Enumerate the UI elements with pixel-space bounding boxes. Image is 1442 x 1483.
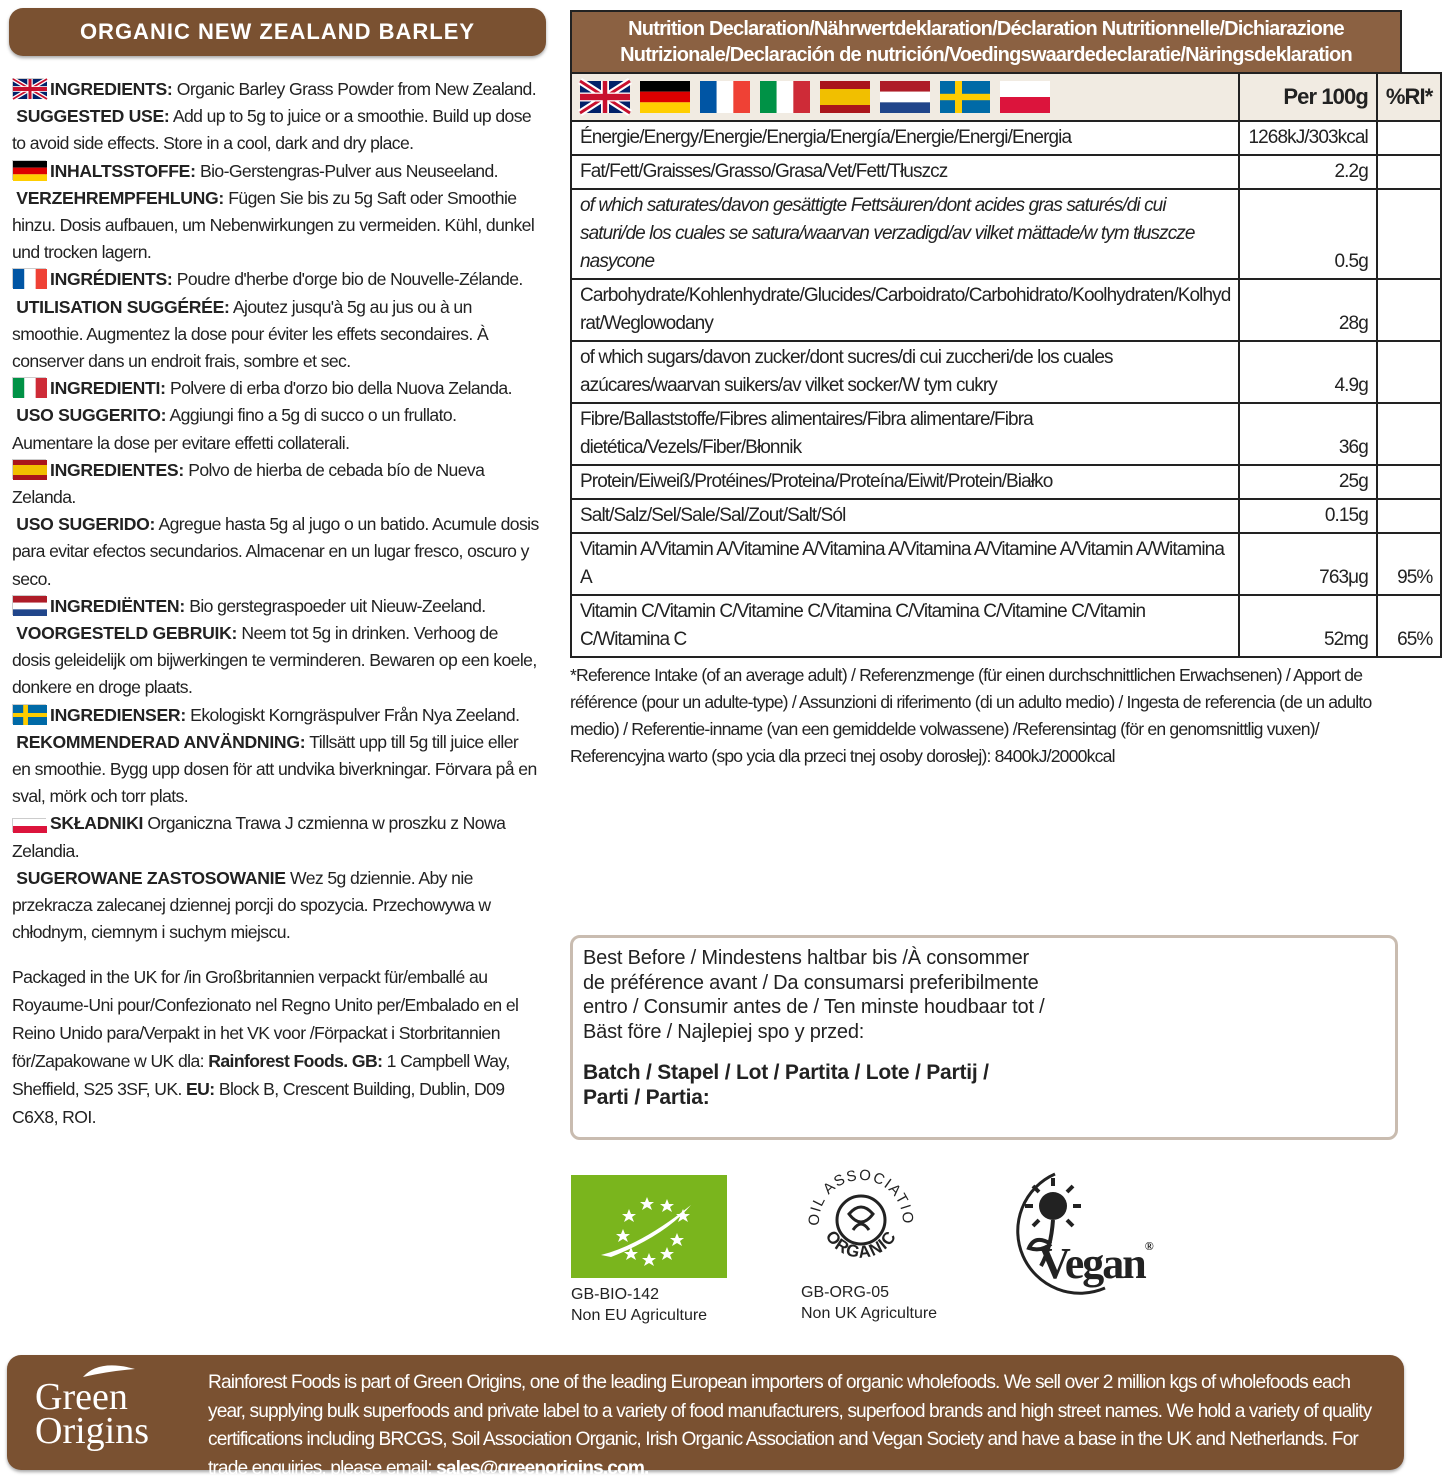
gb-label: GB: — [347, 1050, 383, 1071]
uk-flag-icon — [580, 81, 630, 113]
title-banner — [9, 8, 546, 56]
nutrition-table-head — [571, 73, 1441, 121]
batch-text: Batch / Stapel / Lot / Partita / Lote / Partij / Parti / Partia: — [583, 1061, 989, 1109]
eu-cert-note: Non EU Agriculture — [571, 1307, 708, 1324]
nutrient-ri — [1377, 279, 1442, 341]
nutrient-name: Vitamin A/Vitamin A/Vitamine A/Vitamina A/Vitamina A/Vitamine A/Vitamin A/Witamina A — [571, 533, 1239, 595]
suggested-use-label: VERZEHREMPFEHLUNG: — [16, 187, 224, 208]
ingredients-text: Bio-Gerstengras-Pulver aus Neuseeland. — [195, 160, 498, 181]
svg-text:SOIL ASSOCIATION — [801, 1160, 916, 1226]
ingredients-text: Poudre d'herbe d'orge bio de Nouvelle-Zélande. — [172, 269, 523, 290]
nutrient-value: 0.15g — [1239, 499, 1376, 533]
footer-banner — [7, 1355, 1404, 1479]
suggested-use-label: SUGEROWANE ZASTOSOWANIE — [16, 867, 286, 888]
nutrient-value: 25g — [1239, 465, 1376, 499]
suggested-use-text: Agregue hasta 5g al jugo o un batido. Acumule dosis para evitar efectos secundarios. Almacenar en un lugar fresco, oscuro y seco. — [12, 514, 539, 589]
nutrient-name: of which sugars/davon zucker/dont sucres/di cui zuccheri/de los cuales azúcares/waarvan suikers/av vilket socker/W tym cukry — [571, 341, 1239, 403]
uk-flag-icon — [12, 78, 46, 98]
nutrient-ri — [1377, 341, 1442, 403]
soil-ring-bottom: ORGANIC — [821, 1227, 901, 1262]
nutrient-name: Protein/Eiweiß/Protéines/Proteina/Proteína/Eiwit/Protein/Białko — [571, 465, 1239, 499]
eu-address: Block B, Crescent Building, Dublin, D09 C6X8, ROI. — [12, 1078, 505, 1127]
nutrition-row — [571, 533, 1441, 595]
ingredients-text: Bio gerstegraspoeder uit Nieuw-Zeeland. — [184, 595, 486, 616]
nutrient-value: 36g — [1239, 403, 1376, 465]
eu-label: EU: — [181, 1078, 215, 1099]
nutrient-name: Carbohydrate/Kohlenhydrate/Glucides/Carboidrato/Carbohidrato/Koolhydraten/Kolhyd rat/Weglowodany — [571, 279, 1239, 341]
vegan-cert — [995, 1168, 1165, 1308]
nutrition-row — [571, 403, 1441, 465]
suggested-use-text: Ajoutez jusqu'à 5g au jus ou à un smoothie. Augmentez la dose pour éviter les effets secondaires. À conserver dans un endroit frais, sombre et sec. — [12, 296, 489, 372]
nutrient-value: 4.9g — [1239, 341, 1376, 403]
nutrient-name: Énergie/Energy/Energie/Energia/Energía/Energie/Energi/Energia — [571, 121, 1239, 155]
nutrient-ri: 65% — [1377, 595, 1442, 657]
ingredients-text: Organic Barley Grass Powder from New Zealand. — [172, 79, 537, 99]
language-block — [12, 702, 540, 811]
ingredients-label: INGRÉDIENTS: — [50, 269, 173, 290]
ingredients-text: Polvere di erba d'orzo bio della Nuova Zelanda. — [165, 378, 512, 399]
soil-association-cert — [801, 1160, 981, 1324]
nutrient-ri — [1377, 189, 1442, 279]
vegan-word: Vegan — [1039, 1239, 1145, 1288]
suggested-use-label: VOORGESTELD GEBRUIK: — [16, 623, 238, 644]
nutrient-value: 2.2g — [1239, 155, 1376, 189]
suggested-use-label: REKOMMENDERAD ANVÄNDNING: — [16, 731, 306, 752]
eu-cert-code: GB-BIO-142 — [571, 1286, 660, 1303]
green-origins-logo — [27, 1367, 187, 1462]
language-block — [12, 375, 540, 457]
nutrition-row — [571, 465, 1441, 499]
nutrient-name: Salt/Salz/Sel/Sale/Sal/Zout/Salt/Sól — [571, 499, 1239, 533]
reference-intake-note: *Reference Intake (of an average adult) / Referenzmenge (für einen durchschnittlichen Erwachsenen) / Apport de référence (pour un adulte-type) / Assunzioni di riferimento (di un adulto medio) / Ingesta de referencia (de un adulto medio) / Referentie-inname (van een gemiddelde volwassene) /Referensintag (för en genomsnittlig vuxen)/ Referencyjna warto (spo ycia dla przeci tnej osoby dorosłej): 8400kJ/2000kcal — [570, 665, 1372, 766]
ingredients-text: Organiczna Trawa J czmienna w proszku z Nowa Zelandia. — [12, 813, 506, 861]
poland-flag-icon — [12, 818, 46, 832]
spain-flag-icon — [820, 81, 870, 113]
nutrient-value: 763μg — [1239, 533, 1376, 595]
eu-organic-cert — [571, 1175, 751, 1326]
soil-cert-code: GB-ORG-05 — [801, 1284, 890, 1301]
best-before-text: Best Before / Mindestens haltbar bis /À consommer de préférence avant / Da consumarsi preferibilmente entro / Consumir antes de / Ten minste houdbaar tot / Bäst före / Najlepiej spo y przed: — [583, 947, 1045, 1043]
suggested-use-text: Neem tot 5g in drinken. Verhoog de dosis geleidelijk om bijwerkingen te verminderen. Bewaren op een koele, donkere en droge plaats. — [12, 623, 537, 698]
soil-ring-top: OIL ASSOCIATIO — [805, 1166, 917, 1227]
nutrition-row — [571, 279, 1441, 341]
footer-email[interactable]: sales@greenorigins.com. — [436, 1457, 649, 1479]
netherlands-flag-icon — [12, 595, 46, 615]
ingredients-text: Polvo de hierba de cebada bío de Nueva Zelanda. — [12, 459, 485, 508]
ingredients-label: INGREDIENTES: — [50, 459, 184, 480]
suggested-use-text: Fügen Sie bis zu 5g Saft oder Smoothie hinzu. Dosis aufbauen, um Nebenwirkungen zu vermeiden. Kühl, dunkel und trocken lagern. — [12, 187, 535, 263]
col-per100: Per 100g — [1239, 73, 1376, 121]
ingredients-label: SKŁADNIKI — [50, 813, 144, 834]
nutrient-value: 0.5g — [1239, 189, 1376, 279]
nutrient-name: Vitamin C/Vitamin C/Vitamine C/Vitamina C/Vitamina C/Vitamine C/Vitamin C/Witamina C — [571, 595, 1239, 657]
ingredients-label: INGREDIENSER: — [50, 704, 186, 725]
france-flag-icon — [700, 81, 750, 113]
ingredients-label: INGREDIENTS: — [50, 79, 173, 99]
nutrition-row — [571, 341, 1441, 403]
nutrient-value: 28g — [1239, 279, 1376, 341]
packaged-prefix: Packaged in the UK for /in Großbritannien verpackt für/emballé au Royaume-Uni pour/Confezionato nel Regno Unito per/Embalado en el Reino Unido para/Verpakt in het VK voor /Förpackat i Storbritannien för/Zapakowane w UK dla: — [12, 966, 519, 1071]
ingredients-label: INGREDIËNTEN: — [50, 595, 185, 616]
france-flag-icon — [12, 268, 46, 288]
suggested-use-text: Aggiungi fino a 5g di succo o un frullato. Aumentare la dose per evitare effetti collaterali. — [12, 405, 457, 453]
soil-association-icon — [801, 1160, 921, 1278]
vegan-reg: ® — [1144, 1239, 1152, 1253]
nutrient-ri — [1377, 499, 1442, 533]
nutrient-value: 1268kJ/303kcal — [1239, 121, 1376, 155]
nutrition-row — [571, 499, 1441, 533]
spain-flag-icon — [12, 459, 46, 479]
ingredients-label: INHALTSSTOFFE: — [50, 160, 196, 181]
nutrient-ri — [1377, 403, 1442, 465]
language-block — [12, 457, 540, 593]
sweden-flag-icon — [12, 704, 46, 724]
suggested-use-text: Wez 5g dziennie. Aby nie przekracza zalecanej dziennej porcji do spozycia. Przechowywa w chłodnym, ciemnym i suchym miejscu. — [12, 867, 491, 943]
language-block — [12, 158, 540, 267]
nutrition-table — [570, 72, 1442, 658]
sweden-flag-icon — [940, 81, 990, 113]
nutrition-panel — [570, 10, 1433, 770]
suggested-use-label: UTILISATION SUGGÉRÉE: — [16, 296, 230, 317]
nutrient-value: 52mg — [1239, 595, 1376, 657]
nutrient-ri — [1377, 121, 1442, 155]
nutrition-row — [571, 189, 1441, 279]
eu-organic-leaf-icon — [571, 1175, 727, 1278]
germany-flag-icon — [12, 160, 46, 180]
soil-cert-note: Non UK Agriculture — [801, 1305, 938, 1322]
page-title: ORGANIC NEW ZEALAND BARLEY — [79, 19, 476, 44]
language-block — [12, 810, 540, 946]
suggested-use-label: USO SUGERIDO: — [16, 514, 156, 535]
company-name: Rainforest Foods. — [208, 1050, 348, 1071]
flags-cell — [571, 73, 1239, 121]
suggested-use-label: SUGGESTED USE: — [16, 106, 170, 127]
nutrition-header: Nutrition Declaration/Nährwertdeklaration/Déclaration Nutritionnelle/Dichiarazione Nutrizionale/Declaración de nutrición/Voedingswaardedeclaratie/Näringsdeklaration — [570, 10, 1402, 72]
language-block — [12, 76, 540, 158]
logo-line2: Origins — [35, 1410, 149, 1452]
ingredients-text: Ekologiskt Korngräspulver Från Nya Zeeland. — [185, 704, 520, 725]
netherlands-flag-icon — [880, 81, 930, 113]
gb-address: 1 Campbell Way, Sheffield, S25 3SF, UK. — [12, 1050, 510, 1099]
language-block — [12, 266, 540, 375]
nutrient-ri — [1377, 465, 1442, 499]
poland-flag-icon — [1000, 81, 1050, 113]
nutrition-row — [571, 121, 1441, 155]
italy-flag-icon — [760, 81, 810, 113]
suggested-use-text: Add up to 5g to juice or a smoothie. Build up dose to avoid side effects. Store in a cool, dark and dry place. — [12, 106, 532, 154]
logo-line1: Green — [35, 1376, 128, 1418]
footer-body: Rainforest Foods is part of Green Origins, one of the leading European importers of organic wholefoods. We sell over 2 million kgs of wholefoods each year, supplying bulk superfoods and private label to a variety of food manufacturers, superfood brands and high street names. We hold a variety of quality certifications including BRCGS, Soil Association Organic, Irish Organic Association and Vegan Society and have a base in the UK and Netherlands. For trade enquiries, please email: — [208, 1372, 1372, 1479]
nutrition-row — [571, 595, 1441, 657]
suggested-use-text: Tillsätt upp till 5g till juice eller en smoothie. Bygg upp dosen för att undvika biverkningar. Förvara på en sval, mörk och torr plats. — [12, 731, 537, 807]
language-block — [12, 593, 540, 702]
vegan-sunflower-icon — [995, 1168, 1165, 1308]
footer-text — [208, 1369, 1388, 1483]
packaged-info — [12, 963, 532, 1131]
col-ri: %RI* — [1377, 73, 1442, 121]
nutrient-name: of which saturates/davon gesättigte Fettsäuren/dont acides gras saturés/di cui saturi/de los cuales se satura/waarvan verzadigd/av vilket mättade/w tym tłuszcze nasycone — [571, 189, 1239, 279]
suggested-use-label: USO SUGGERITO: — [16, 405, 167, 426]
italy-flag-icon — [12, 377, 46, 397]
germany-flag-icon — [640, 81, 690, 113]
nutrient-name: Fibre/Ballaststoffe/Fibres alimentaires/Fibra alimentare/Fibra dietética/Vezels/Fiber/Błonnik — [571, 403, 1239, 465]
ingredients-label: INGREDIENTI: — [50, 378, 166, 399]
nutrient-ri — [1377, 155, 1442, 189]
best-before-box — [570, 935, 1398, 1140]
nutrition-row — [571, 155, 1441, 189]
nutrient-ri: 95% — [1377, 533, 1442, 595]
nutrient-name: Fat/Fett/Graisses/Grasso/Grasa/Vet/Fett/Tłuszcz — [571, 155, 1239, 189]
ingredients-column — [12, 76, 540, 1131]
